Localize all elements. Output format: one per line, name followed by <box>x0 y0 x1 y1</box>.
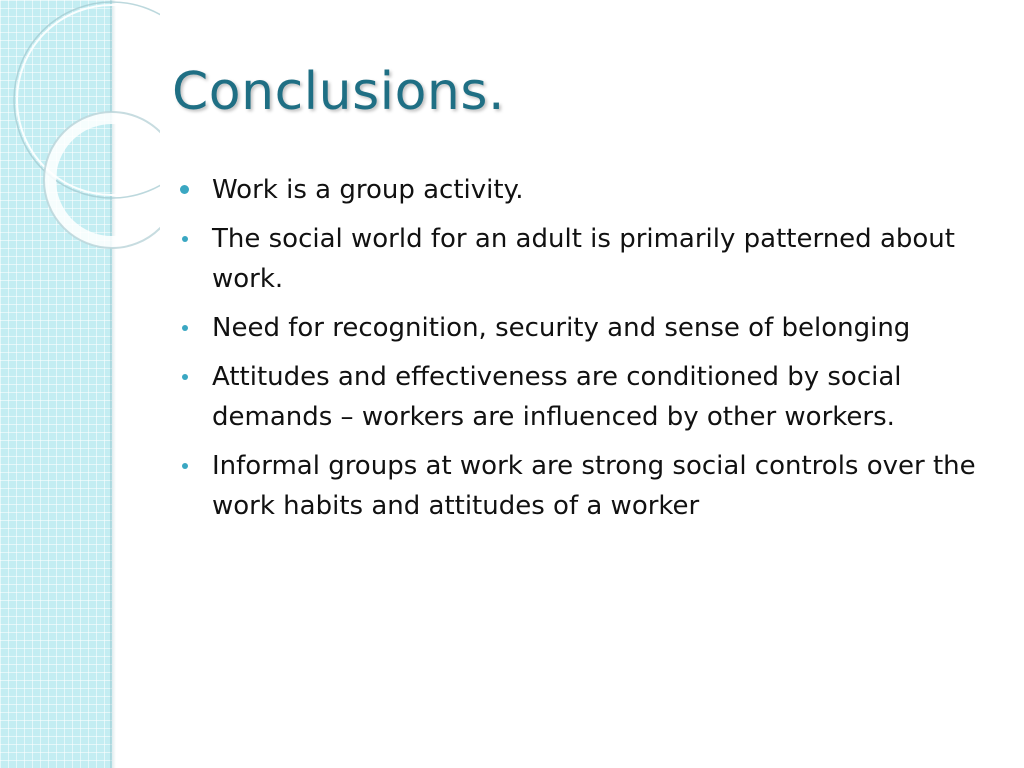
bullet-dot-icon <box>182 236 188 242</box>
bullet-item <box>180 170 1010 210</box>
bullet-dot-icon <box>182 374 188 380</box>
bullet-dot-icon <box>182 463 188 469</box>
bullet-item <box>180 446 1010 526</box>
bullet-text: The social world for an adult is primarily patterned about work. <box>212 224 955 294</box>
bullet-dot-icon <box>180 185 189 194</box>
slide-title: Conclusions. <box>172 62 506 122</box>
decorative-circles <box>0 0 160 260</box>
bullet-text: Need for recognition, security and sense of belonging <box>212 313 911 343</box>
bullet-item <box>180 219 1010 299</box>
bullet-item <box>180 357 1010 437</box>
bullet-text: Attitudes and effectiveness are conditioned by social demands – workers are influenced by other workers. <box>212 362 902 432</box>
bullet-dot-icon <box>182 325 188 331</box>
bullet-text: Informal groups at work are strong social controls over the work habits and attitudes of a worker <box>212 451 976 521</box>
bullet-text: Work is a group activity. <box>212 175 524 205</box>
bullet-list <box>180 170 1010 535</box>
bullet-item <box>180 308 1010 348</box>
